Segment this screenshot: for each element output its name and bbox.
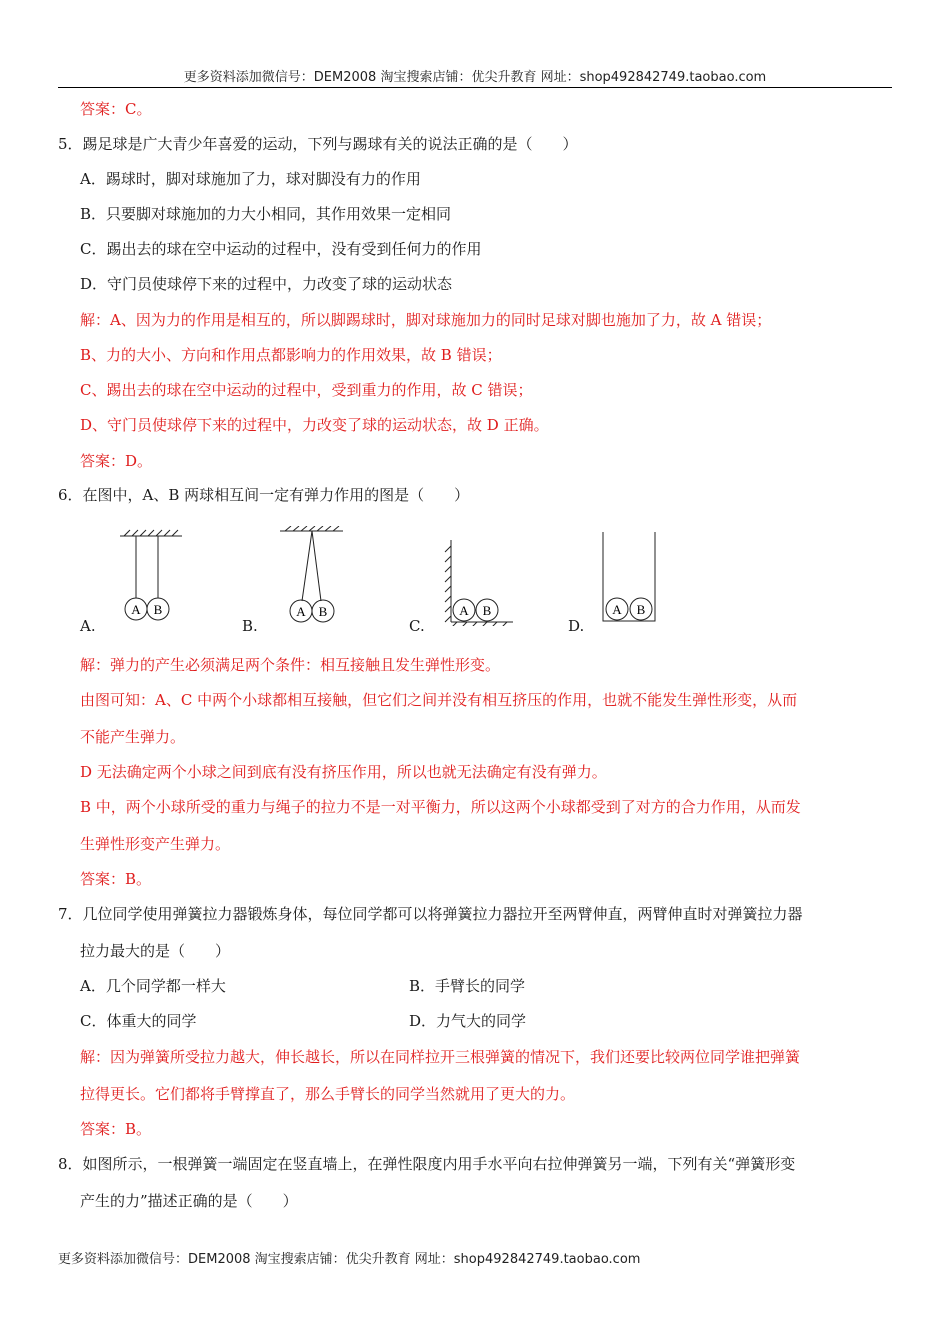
q5-option-a: A．踢球时，脚对球施加了力，球对脚没有力的作用 — [80, 170, 421, 188]
q5-solution-line: C、踢出去的球在空中运动的过程中，受到重力的作用，故 C 错误； — [80, 381, 533, 399]
q7-stem: 7．几位同学使用弹簧拉力器锻炼身体，每位同学都可以将弹簧拉力器拉开至两臂伸直，两臂伸直时对弹簧拉力器 — [58, 905, 803, 923]
q6-solution-line: 由图可知：A、C 中两个小球都相互接触，但它们之间并没有相互挤压的作用，也就不能发生弹性形变，从而 — [80, 691, 798, 709]
q5-solution-line: 解：A、因为力的作用是相互的，所以脚踢球时，脚对球施加力的同时足球对脚也施加了力，故 A 错误； — [80, 311, 772, 329]
page-header: 更多资料添加微信号：DEM2008 淘宝搜索店铺：优尖升教育 网址：shop492842749.taobao.com — [183, 70, 767, 85]
q5-answer: 答案：D。 — [80, 452, 153, 470]
q5-option-b: B．只要脚对球施加的力大小相同，其作用效果一定相同 — [80, 205, 452, 223]
q6-figure-b — [275, 526, 355, 626]
q6-solution-line: B 中，两个小球所受的重力与绳子的拉力不是一对平衡力，所以这两个小球都受到了对方的合力作用，从而发 — [80, 798, 801, 816]
q6-solution-line: D 无法确定两个小球之间到底有没有挤压作用，所以也就无法确定有没有弹力。 — [80, 763, 607, 781]
q6-figure-a-label: A. — [80, 617, 96, 635]
ball-a-label: A — [612, 602, 622, 617]
q6-figure-c — [435, 526, 520, 626]
ball-b-label: B — [153, 602, 163, 617]
ball-a-label: A — [459, 603, 469, 618]
ball-b-label: B — [636, 602, 646, 617]
q7-option-c: C．体重大的同学 — [80, 1012, 197, 1030]
q6-stem: 6．在图中，A、B 两球相互间一定有弹力作用的图是（ ） — [58, 486, 470, 504]
q7-solution-line: 拉得更长。它们都将手臂撑直了，那么手臂长的同学当然就用了更大的力。 — [80, 1085, 576, 1103]
page-footer: 更多资料添加微信号：DEM2008 淘宝搜索店铺：优尖升教育 网址：shop492842749.taobao.com — [58, 1252, 641, 1267]
q6-solution-line: 不能产生弹力。 — [80, 728, 186, 746]
q6-figure-d — [595, 526, 665, 626]
q7-option-d: D．力气大的同学 — [409, 1012, 527, 1030]
q5-solution-line: D、守门员使球停下来的过程中，力改变了球的运动状态，故 D 正确。 — [80, 416, 549, 434]
q5-stem: 5．踢足球是广大青少年喜爱的运动，下列与踢球有关的说法正确的是（ ） — [58, 135, 578, 153]
q5-solution-line: B、力的大小、方向和作用点都影响力的作用效果，故 B 错误； — [80, 346, 502, 364]
ball-a-label: A — [296, 604, 306, 619]
q8-stem-cont: 产生的力”描述正确的是（ ） — [80, 1192, 298, 1210]
q6-answer: 答案：B。 — [80, 870, 152, 888]
prev-answer: 答案：C。 — [80, 100, 152, 118]
q7-answer: 答案：B。 — [80, 1120, 152, 1138]
ball-b-label: B — [482, 603, 492, 618]
q6-figure-d-label: D. — [568, 617, 585, 635]
q5-option-c: C．踢出去的球在空中运动的过程中，没有受到任何力的作用 — [80, 240, 482, 258]
q7-option-a: A．几个同学都一样大 — [80, 977, 226, 995]
q6-figure-a — [110, 526, 190, 626]
q6-figure-c-label: C. — [409, 617, 425, 635]
q5-option-d: D．守门员使球停下来的过程中，力改变了球的运动状态 — [80, 275, 453, 293]
q6-solution-line: 生弹性形变产生弹力。 — [80, 835, 231, 853]
q6-figure-b-label: B. — [242, 617, 258, 635]
q6-solution-line: 解：弹力的产生必须满足两个条件：相互接触且发生弹性形变。 — [80, 656, 501, 674]
q7-solution-line: 解：因为弹簧所受拉力越大，伸长越长，所以在同样拉开三根弹簧的情况下，我们还要比较两位同学谁把弹簧 — [80, 1048, 801, 1066]
q7-option-b: B．手臂长的同学 — [409, 977, 526, 995]
q8-stem: 8．如图所示，一根弹簧一端固定在竖直墙上，在弹性限度内用手水平向右拉伸弹簧另一端，下列有关“弹簧形变 — [58, 1155, 796, 1173]
ball-b-label: B — [318, 604, 328, 619]
ball-a-label: A — [131, 602, 141, 617]
q7-stem-cont: 拉力最大的是（ ） — [80, 942, 231, 960]
header-divider — [58, 87, 892, 88]
